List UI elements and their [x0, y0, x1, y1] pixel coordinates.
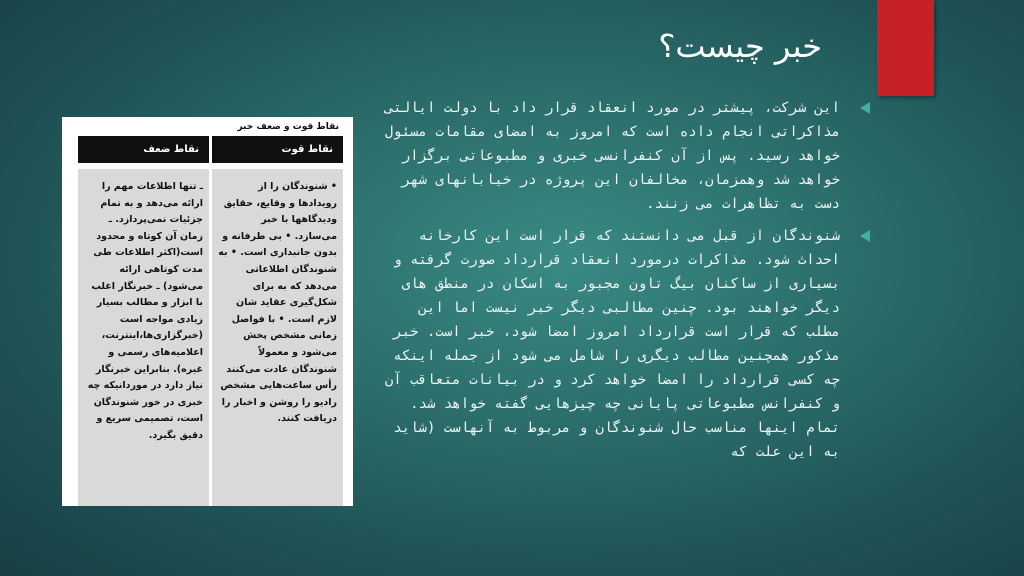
strengths-column	[212, 136, 343, 500]
bullet-arrow-icon	[860, 230, 870, 242]
weaknesses-cell: ـ تنها اطلاعات مهم را ارائه می‌دهد و به تمام جزئیات نمی‌پردازد. ـ زمان آن کوتاه و محدود است(اکثر اطلاعات طی مدت کوتاهی ارائه می‌شود) ـ خبرنگار اغلب با ابزار و مطالب بسیار زیادی مواجه است (خبرگزاری‌ها،اینترنت، اعلامیه‌های رسمی و غیره). بنابراین خبرنگار نیاز دارد در موردانیکه چه خبری در خور شنوندگان است، تصمیمی سریع و دقیق بگیرد.	[78, 169, 209, 506]
paragraph-1	[378, 96, 840, 216]
slide-body	[378, 96, 840, 472]
paragraph-1-text: این شرکت، پیشتر در مورد انعقاد قرار داد با دولت ایالتی مذاکراتی انجام داده است که امروز به امضای مقامات مسئول خواهد رسید. پس از آن کنفرانسی خبری و مطبوعاتی برگزار خواهد شد وهمزمان، مخالفان این پروژه در خیابانهای شهر دست به تظاهرات می زنند.	[384, 100, 840, 212]
paragraph-2	[378, 224, 840, 464]
weaknesses-column	[78, 136, 209, 500]
table-caption: نقاط قوت و ضعف خبر	[237, 122, 339, 132]
strengths-cell: • شنوندگان را از رویدادها و وقایع، حقایق ودیدگاهها با خبر می‌سازد. • بی طرفانه و بدون جانبداری است. • به شنوندگان اطلاعاتی می‌دهد که به برای شکل‌گیری عقاید شان لازم است. • با فواصل زمانی مشخص پخش می‌شود و معمولاً شنوندگان عادت می‌کنند رأس ساعت‌هایی مشخص رادیو را روشن و اخبار را دریافت کنند.	[212, 169, 343, 506]
red-accent-bar	[877, 0, 934, 96]
weaknesses-header: نقاط ضعف	[78, 136, 209, 163]
strengths-header: نقاط قوت	[212, 136, 343, 163]
strengths-weaknesses-table	[62, 117, 353, 506]
paragraph-2-text: شنوندگان از قبل می دانستند که قرار است این کارخانه احداث شود. مذاکرات درمورد انعقاد قرارداد صورت گرفته و بسیاری از ساکنان بیگ تاون مجبور به اسکان در منطق های دیگر خواهند بود. چنین مطالبی دیگر خبر نیست اما این مطلب که قرار است قرارداد امروز امضا شود، خبر است. خبر مذکور همچنین مطالب دیگری را شامل می شود از جمله اینکه چه کسی قرارداد را امضا خواهد کرد و در بیانات متعاقب آن و کنفرانس مطبوعاتی پایانی چه چیزهایی گفته خواهد شد. تمام اینها مناسب حال شنوندگان و مربوط به آنهاست (شاید به این علت که	[384, 228, 840, 460]
bullet-arrow-icon	[860, 102, 870, 114]
slide-title: خبر چیست؟	[658, 27, 822, 65]
